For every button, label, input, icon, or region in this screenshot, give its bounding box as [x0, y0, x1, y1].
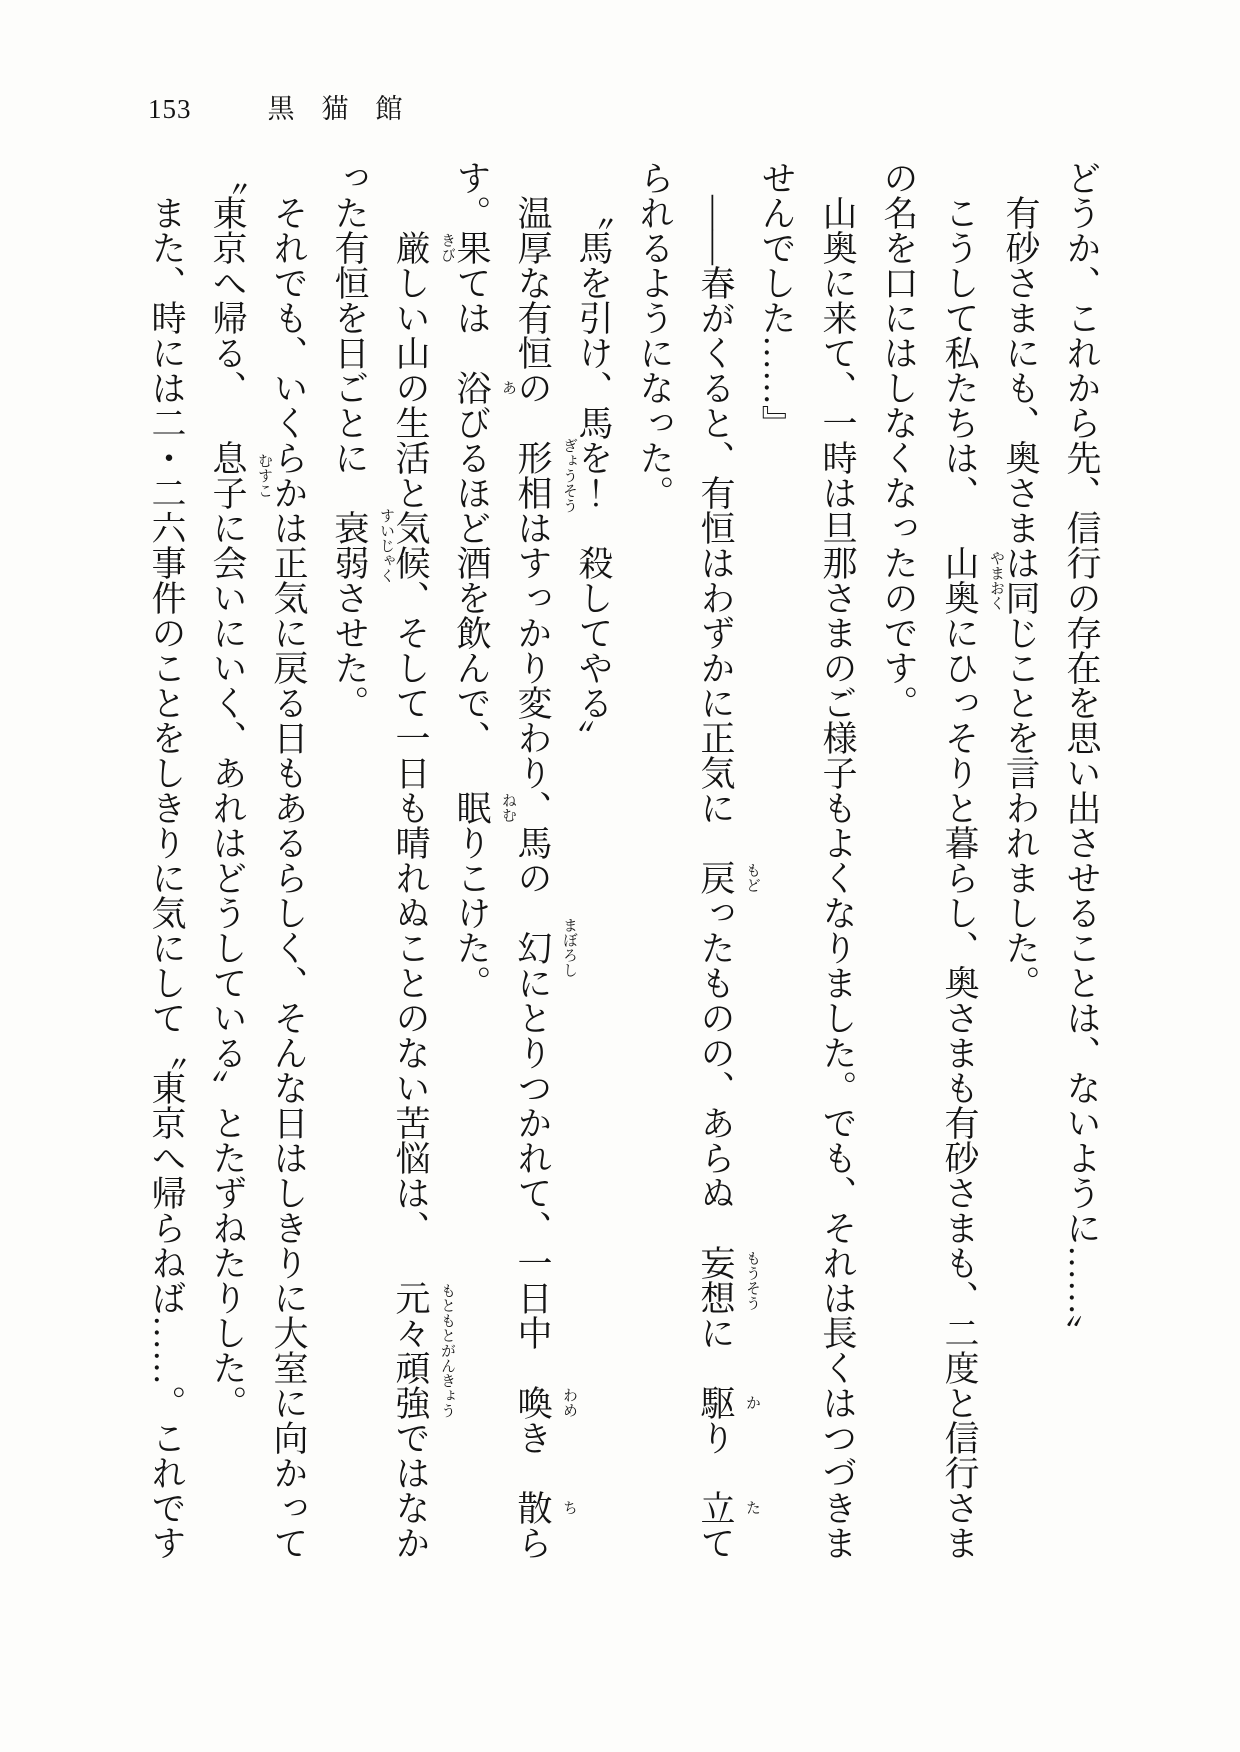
furigana: ねむ	[500, 792, 516, 823]
paragraph-5: 〝馬を引け、馬を！ 殺してやる〟	[574, 195, 613, 755]
furigana: きび	[439, 232, 455, 263]
furigana: た	[744, 1500, 760, 1515]
furigana: ぎょうそう	[561, 437, 577, 513]
paragraph-0: どうか、これから先、信行の存在を思い出させることは、ないように……〟	[1062, 160, 1101, 1350]
furigana: やまおく	[988, 550, 1004, 610]
ruby-annotated-word: 立 た	[711, 1455, 746, 1525]
paragraph-8: それでも、いくらかは正気に戻る日もあるらしく、そんな日はしきりに大室に向かって〝東京へ帰る、息子 むすこ に会いにいく、あれはどうしている〟とたずねたりした。	[208, 160, 308, 1560]
furigana: もど	[744, 862, 760, 893]
furigana: まぼろし	[561, 917, 577, 978]
furigana: あ	[500, 380, 516, 395]
page-number: 153	[148, 94, 192, 124]
ruby-annotated-word: 衰弱 すいじゃく	[345, 475, 380, 580]
paragraph-3: 山奥に来て、一時は旦那さまのご様子もよくなりました。でも、それは長くはつづきませんでした……』	[757, 160, 857, 1560]
paragraph-9: また、時には二・二六事件のことをしきりに気にして〝東京へ帰らねば……。これです	[147, 195, 186, 1560]
paragraph-7: 厳 きび しい山の生活と気候、そして一日も晴れぬことのない苦悩は、元々頑強 もともとがんきょう ではなかった有恒を日ごとに衰弱 すいじゃく させた。	[330, 160, 455, 1560]
furigana: すいじゃく	[378, 507, 394, 583]
furigana: むすこ	[256, 452, 272, 498]
ruby-annotated-word: 形相 ぎょうそう	[528, 405, 563, 510]
book-title: 黒 猫 館	[267, 94, 403, 124]
ruby-annotated-word: 浴 あ	[467, 335, 502, 405]
ruby-annotated-word: 喚 わめ	[528, 1350, 563, 1420]
ruby-annotated-word: 散 ち	[528, 1455, 563, 1525]
furigana: もともとがんきょう	[439, 1282, 455, 1418]
ruby-annotated-word: 厳 きび	[406, 195, 441, 265]
furigana: ち	[561, 1500, 577, 1515]
paragraph-6: 温厚な有恒の形相 ぎょうそう はすっかり変わり、馬の幻 まぼろし にとりつかれて、一日中喚 わめ き散 ち らす。果ては浴 あ びるほど酒を飲んで、眠 ねむ りこけた。	[452, 160, 577, 1560]
paragraph-2: こうして私たちは、山奥 やまおく にひっそりと暮らし、奥さまも有砂さまも、二度と信行さまの名を口にはしなくなったのです。	[879, 160, 1004, 1560]
vertical-text-block	[136, 160, 1112, 1560]
paragraph-4: ――春がくると、有恒はわずかに正気に戻 もど ったものの、あらぬ妄想 もうそう に駆 か り立 た てられるようになった。	[635, 160, 760, 1560]
ruby-annotated-word: 元々頑強 もともとがんきょう	[406, 1245, 441, 1420]
ruby-annotated-word: 幻 まぼろし	[528, 895, 563, 965]
ruby-annotated-word: 戻 もど	[711, 825, 746, 895]
paragraph-1: 有砂さまにも、奥さまは同じことを言われました。	[1001, 195, 1040, 1000]
ruby-annotated-word: 駆 か	[711, 1350, 746, 1420]
ruby-annotated-word: 息子 むすこ	[223, 405, 258, 510]
furigana: わめ	[561, 1387, 577, 1418]
running-head	[148, 94, 403, 124]
furigana: もうそう	[744, 1250, 760, 1310]
ruby-annotated-word: 眠 ねむ	[467, 755, 502, 825]
furigana: か	[744, 1395, 760, 1410]
ruby-annotated-word: 妄想 もうそう	[711, 1210, 746, 1315]
ruby-annotated-word: 山奥 やまおく	[955, 510, 990, 615]
